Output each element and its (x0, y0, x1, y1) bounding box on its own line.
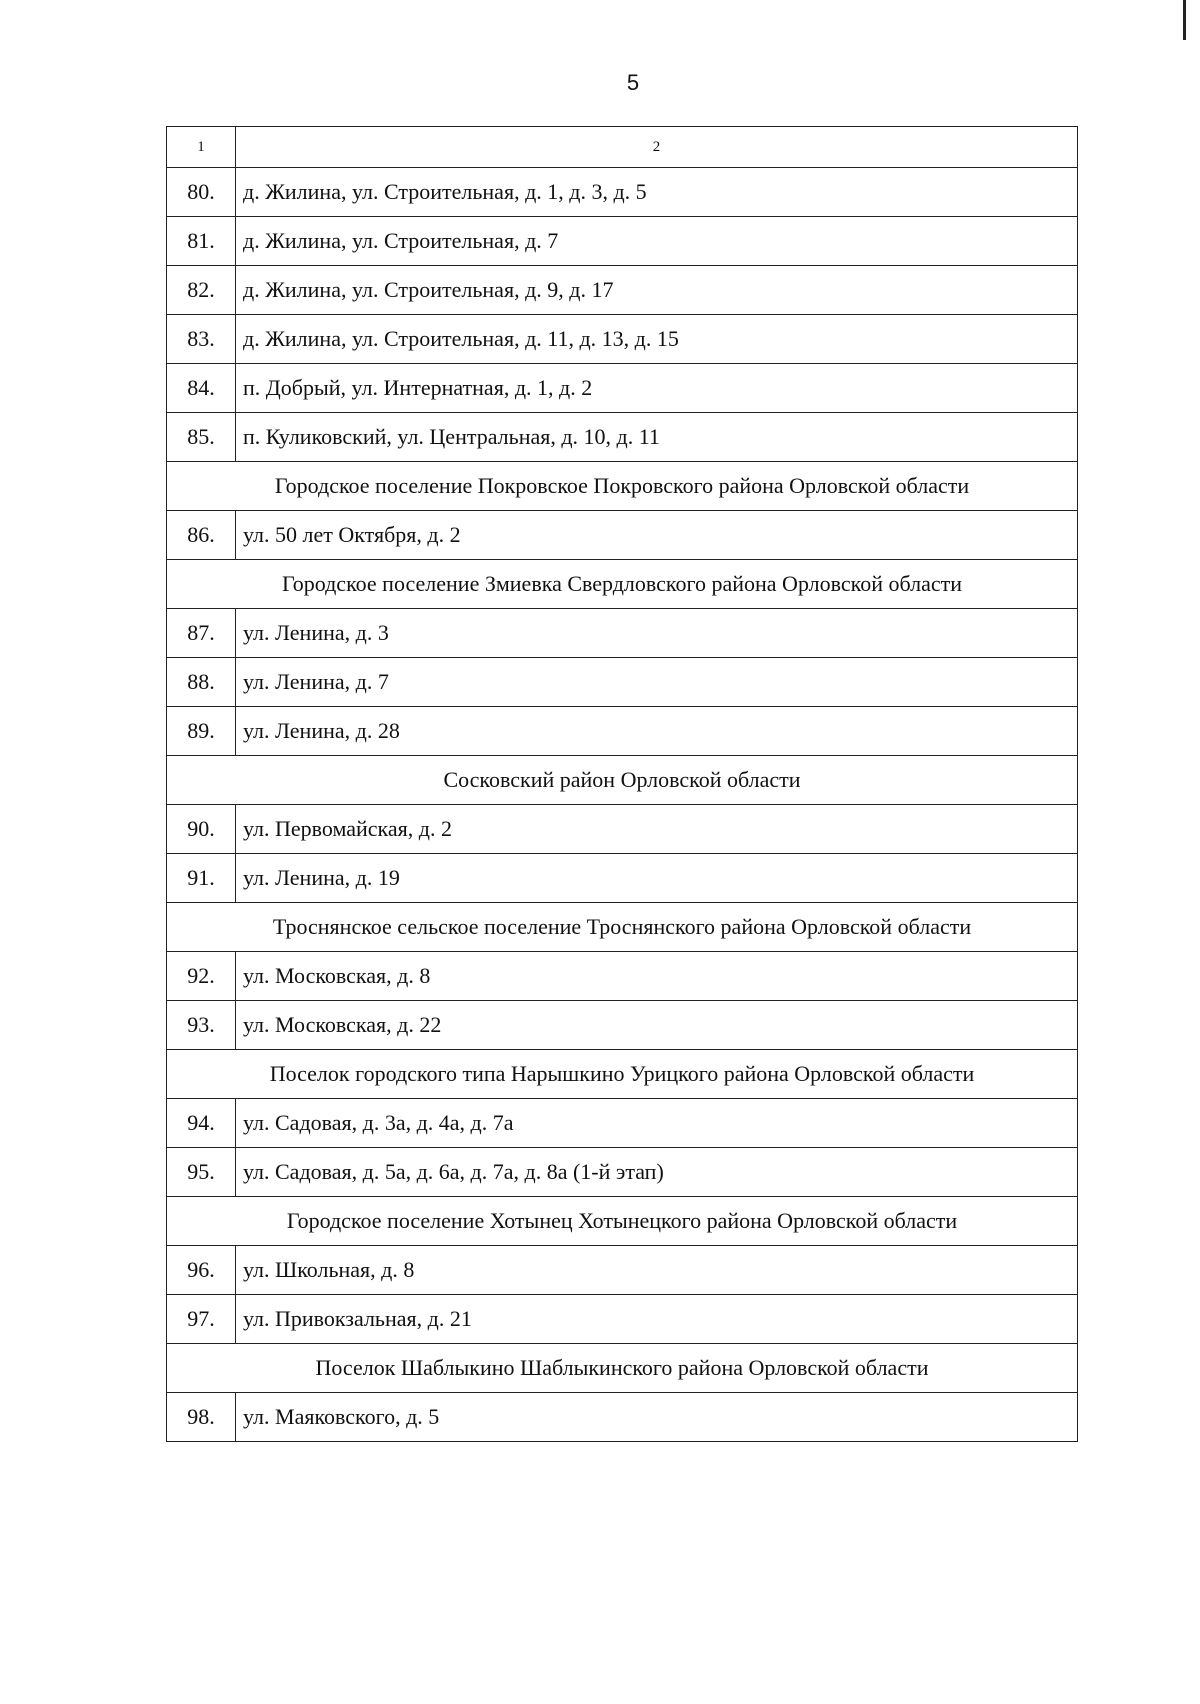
row-address: д. Жилина, ул. Строительная, д. 1, д. 3, д. 5 (236, 168, 1078, 217)
row-number: 95. (167, 1148, 236, 1197)
row-address: п. Добрый, ул. Интернатная, д. 1, д. 2 (236, 364, 1078, 413)
row-number: 96. (167, 1246, 236, 1295)
table-row (167, 952, 1078, 1001)
table-row (167, 707, 1078, 756)
table-row (167, 609, 1078, 658)
table-row (167, 854, 1078, 903)
section-title: Городское поселение Покровское Покровского района Орловской области (167, 462, 1078, 511)
row-address: д. Жилина, ул. Строительная, д. 9, д. 17 (236, 266, 1078, 315)
row-address: д. Жилина, ул. Строительная, д. 11, д. 13, д. 15 (236, 315, 1078, 364)
table-row (167, 805, 1078, 854)
row-address: д. Жилина, ул. Строительная, д. 7 (236, 217, 1078, 266)
section-header-row (167, 560, 1078, 609)
table-header-row (167, 127, 1078, 168)
header-col-1: 1 (167, 127, 236, 168)
row-number: 97. (167, 1295, 236, 1344)
page-number: 5 (626, 70, 640, 95)
header-col-2: 2 (236, 127, 1078, 168)
table-row (167, 217, 1078, 266)
section-title: Поселок Шаблыкино Шаблыкинского района Орловской области (167, 1344, 1078, 1393)
row-number: 94. (167, 1099, 236, 1148)
section-title: Сосковский район Орловской области (167, 756, 1078, 805)
row-number: 87. (167, 609, 236, 658)
row-number: 93. (167, 1001, 236, 1050)
row-number: 84. (167, 364, 236, 413)
row-number: 89. (167, 707, 236, 756)
row-address: ул. Ленина, д. 28 (236, 707, 1078, 756)
row-number: 86. (167, 511, 236, 560)
section-header-row (167, 756, 1078, 805)
section-title: Городское поселение Змиевка Свердловского района Орловской области (167, 560, 1078, 609)
section-title: Троснянское сельское поселение Троснянского района Орловской области (167, 903, 1078, 952)
row-number: 88. (167, 658, 236, 707)
row-address: ул. 50 лет Октября, д. 2 (236, 511, 1078, 560)
table-row (167, 1001, 1078, 1050)
row-number: 90. (167, 805, 236, 854)
row-address: ул. Ленина, д. 7 (236, 658, 1078, 707)
row-address: ул. Маяковского, д. 5 (236, 1393, 1078, 1442)
table-row (167, 413, 1078, 462)
row-address: ул. Садовая, д. 5а, д. 6а, д. 7а, д. 8а (1-й этап) (236, 1148, 1078, 1197)
row-number: 98. (167, 1393, 236, 1442)
row-number: 92. (167, 952, 236, 1001)
table-row (167, 511, 1078, 560)
section-header-row (167, 903, 1078, 952)
section-title: Поселок городского типа Нарышкино Урицкого района Орловской области (167, 1050, 1078, 1099)
scan-edge-mark (1183, 0, 1186, 40)
table-row (167, 364, 1078, 413)
row-address: ул. Школьная, д. 8 (236, 1246, 1078, 1295)
row-address: ул. Садовая, д. 3а, д. 4а, д. 7а (236, 1099, 1078, 1148)
table-row (167, 658, 1078, 707)
row-address: ул. Московская, д. 8 (236, 952, 1078, 1001)
table-row (167, 168, 1078, 217)
row-address: ул. Ленина, д. 3 (236, 609, 1078, 658)
table-row (167, 1099, 1078, 1148)
row-number: 82. (167, 266, 236, 315)
table-row (167, 1148, 1078, 1197)
row-number: 91. (167, 854, 236, 903)
table-row (167, 1295, 1078, 1344)
table-row (167, 315, 1078, 364)
row-address: ул. Московская, д. 22 (236, 1001, 1078, 1050)
row-number: 85. (167, 413, 236, 462)
section-title: Городское поселение Хотынец Хотынецкого района Орловской области (167, 1197, 1078, 1246)
section-header-row (167, 1050, 1078, 1099)
row-address: ул. Привокзальная, д. 21 (236, 1295, 1078, 1344)
address-table-body (167, 127, 1078, 1442)
section-header-row (167, 1197, 1078, 1246)
row-address: ул. Ленина, д. 19 (236, 854, 1078, 903)
row-address: п. Куликовский, ул. Центральная, д. 10, д. 11 (236, 413, 1078, 462)
address-table (166, 126, 1078, 1442)
table-row (167, 1393, 1078, 1442)
row-number: 81. (167, 217, 236, 266)
row-number: 80. (167, 168, 236, 217)
table-row (167, 1246, 1078, 1295)
row-number: 83. (167, 315, 236, 364)
section-header-row (167, 1344, 1078, 1393)
table-row (167, 266, 1078, 315)
row-address: ул. Первомайская, д. 2 (236, 805, 1078, 854)
section-header-row (167, 462, 1078, 511)
